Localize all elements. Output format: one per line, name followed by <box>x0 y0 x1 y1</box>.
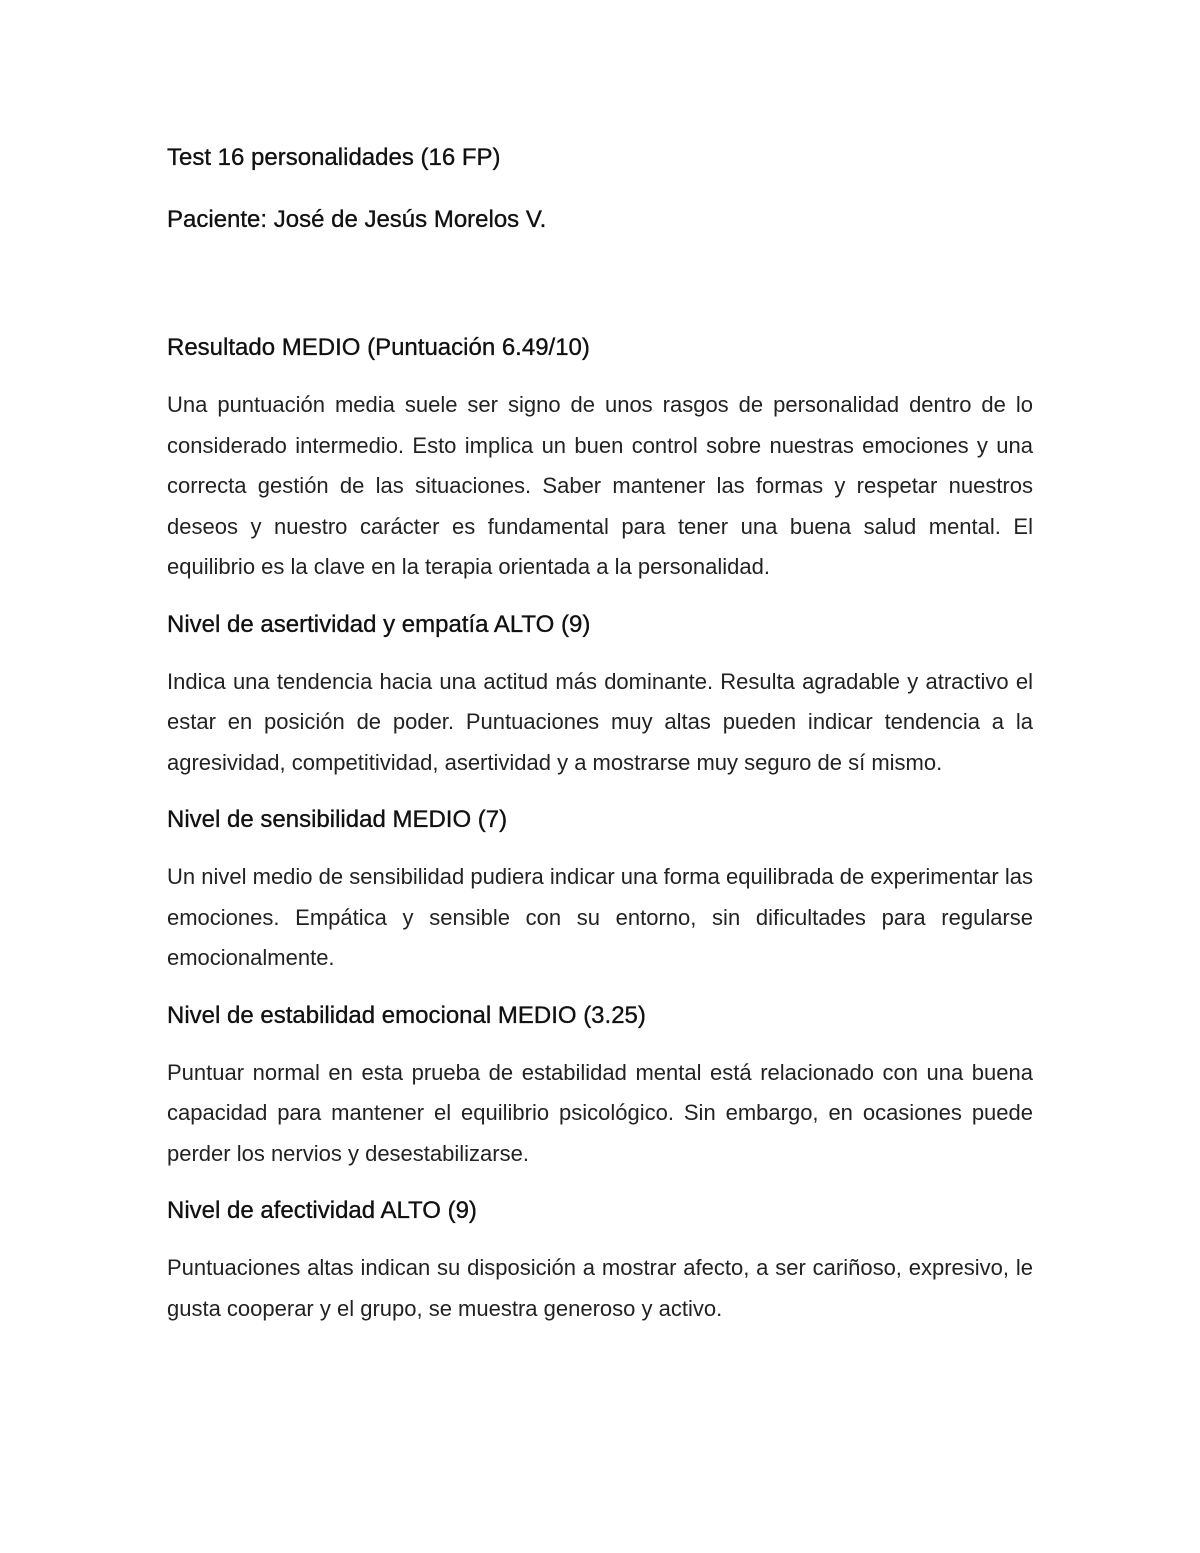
blank-space <box>167 238 1033 330</box>
section-body: Puntuaciones altas indican su disposición a mostrar afecto, a ser cariñoso, expresivo, le gusta cooperar y el grupo, se muestra generoso y activo. <box>167 1255 1033 1321</box>
section-overall-result <box>167 330 1033 588</box>
section-emotional-stability <box>167 998 1033 1175</box>
section-heading: Nivel de afectividad ALTO (9) <box>167 1197 477 1224</box>
section-body: Un nivel medio de sensibilidad pudiera indicar una forma equilibrada de experimentar las emociones. Empática y sensible con su entorno, sin dificultades para regularse emocionalmente. <box>167 864 1033 970</box>
section-heading: Nivel de sensibilidad MEDIO (7) <box>167 806 508 833</box>
section-assertiveness <box>167 607 1033 784</box>
section-body: Indica una tendencia hacia una actitud más dominante. Resulta agradable y atractivo el estar en posición de poder. Puntuaciones muy altas pueden indicar tendencia a la agresividad, competitividad, asertividad y a mostrarse muy seguro de sí mismo. <box>167 668 1033 775</box>
section-affectivity <box>167 1193 1033 1329</box>
section-heading: Nivel de asertividad y empatía ALTO (9) <box>167 610 591 638</box>
document-content <box>167 140 1033 1329</box>
section-sensitivity <box>167 802 1033 979</box>
section-body: Puntuar normal en esta prueba de estabilidad mental está relacionado con una buena capacidad para mantener el equilibrio psicológico. Sin embargo, en ocasiones puede perder los nervios y desestabilizarse. <box>167 1059 1033 1166</box>
patient-name: Paciente: José de Jesús Morelos V. <box>167 206 547 233</box>
section-body: Una puntuación media suele ser signo de unos rasgos de personalidad dentro de lo considerado intermedio. Esto implica un buen control sobre nuestras emociones y una correcta gestión de las situaciones. Saber mantener las formas y respetar nuestros deseos y nuestro carácter es fundamental para tener una buena salud mental. El equilibrio es la clave en la terapia orientada a la personalidad. <box>167 392 1033 579</box>
section-heading: Resultado MEDIO (Puntuación 6.49/10) <box>167 334 590 361</box>
document-title: Test 16 personalidades (16 FP) <box>167 144 501 171</box>
section-heading: Nivel de estabilidad emocional MEDIO (3.25) <box>167 1001 646 1029</box>
